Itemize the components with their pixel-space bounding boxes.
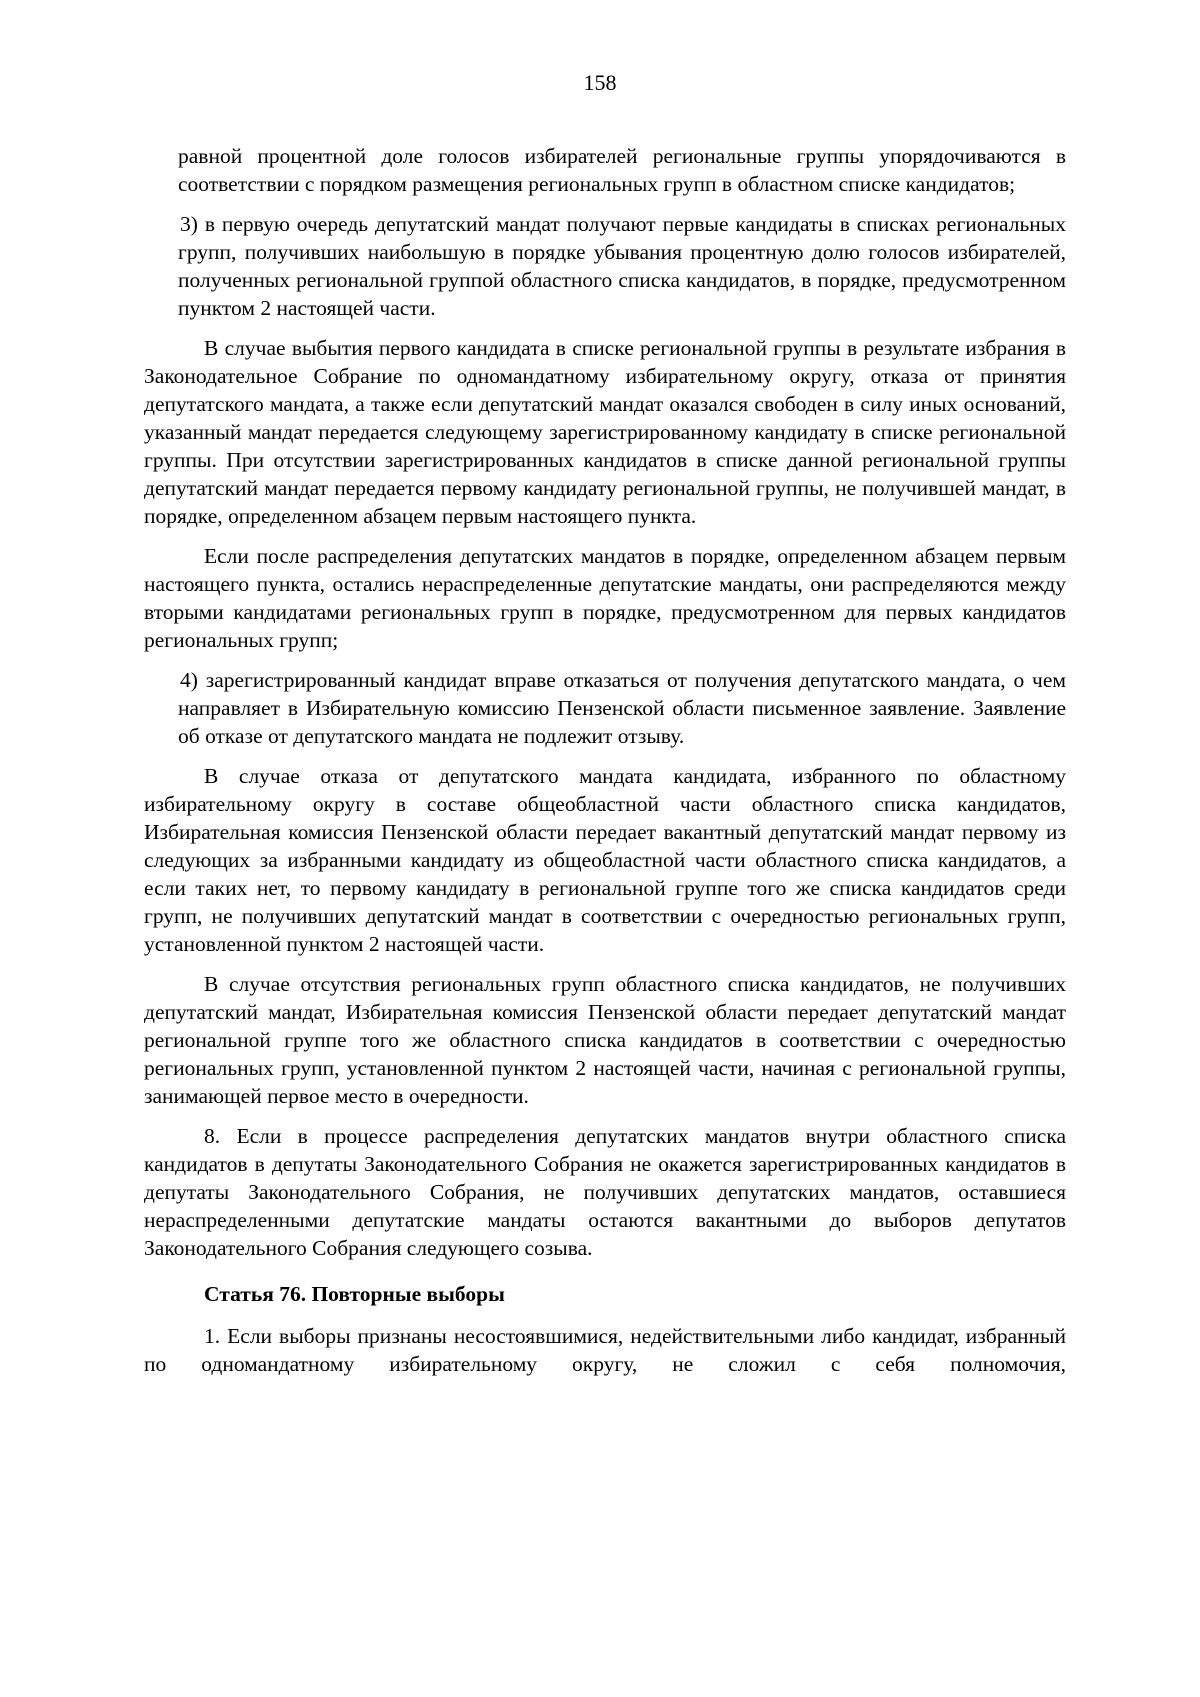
paragraph-article-76-point-1: 1. Если выборы признаны несостоявшимися, недействительными либо кандидат, избранный по одномандатному избирательному округу, не сложил с себя полномочия, <box>144 1324 1066 1376</box>
page-number: 158 <box>583 70 617 95</box>
paragraph-continuation: равной процентной доле голосов избирателей региональные группы упорядочиваются в соответствии с порядком размещения региональных групп в областном списке кандидатов; <box>178 144 1066 196</box>
paragraph-point-8: 8. Если в процессе распределения депутатских мандатов внутри областного списка кандидатов в депутаты Законодательного Собрания не окажется зарегистрированных кандидатов в депутаты Законодательного Собрания, не получивших депутатских мандатов, оставшиеся нераспределенными депутатские мандаты остаются вакантными до выборов депутатов Законодательного Собрания следующего созыва. <box>144 1124 1066 1260</box>
paragraph-first-candidate-dropout: В случае выбытия первого кандидата в списке региональной группы в результате избрания в Законодательное Собрание по одномандатному избирательному округу, отказа от принятия депутатского мандата, а также если депутатский мандат оказался свободен в силу иных оснований, указанный мандат передается следующему зарегистрированному кандидату в списке региональной группы. При отсутствии зарегистрированных кандидатов в списке данной региональной группы депутатский мандат передается первому кандидату региональной группы, не получившей мандат, в порядке, определенном абзацем первым настоящего пункта. <box>144 336 1066 528</box>
article-heading: Статья 76. Повторные выборы <box>204 1282 505 1306</box>
paragraph-item-3: 3) в первую очередь депутатский мандат получают первые кандидаты в списках региональных групп, получивших наибольшую в порядке убывания процентную долю голосов избирателей, полученных региональной группой областного списка кандидатов, в порядке, предусмотренном пунктом 2 настоящей части. <box>178 212 1066 320</box>
paragraph-no-regional-groups: В случае отсутствия региональных групп областного списка кандидатов, не получивших депутатский мандат, Избирательная комиссия Пензенской области передает депутатский мандат региональной группе того же областного списка кандидатов в соответствии с очередностью региональных групп, установленной пунктом 2 настоящей части, начиная с региональной группы, занимающей первое место в очередности. <box>144 972 1066 1108</box>
paragraph-item-4: 4) зарегистрированный кандидат вправе отказаться от получения депутатского мандата, о чем направляет в Избирательную комиссию Пензенской области письменное заявление. Заявление об отказе от депутатского мандата не подлежит отзыву. <box>178 668 1066 748</box>
paragraph-undistributed-mandates: Если после распределения депутатских мандатов в порядке, определенном абзацем первым настоящего пункта, остались нераспределенные депутатские мандаты, они распределяются между вторыми кандидатами региональных групп в порядке, предусмотренном для первых кандидатов региональных групп; <box>144 544 1066 652</box>
document-body <box>144 142 1066 1378</box>
paragraph-mandate-refusal: В случае отказа от депутатского мандата кандидата, избранного по областному избирательному округу в составе общеобластной части областного списка кандидатов, Избирательная комиссия Пензенской области передает вакантный депутатский мандат первому из следующих за избранными кандидату из общеобластной части областного списка кандидатов, а если таких нет, то первому кандидату в региональной группе того же списка кандидатов среди групп, не получивших депутатский мандат в соответствии с очередностью региональных групп, установленной пунктом 2 настоящей части. <box>144 764 1066 956</box>
